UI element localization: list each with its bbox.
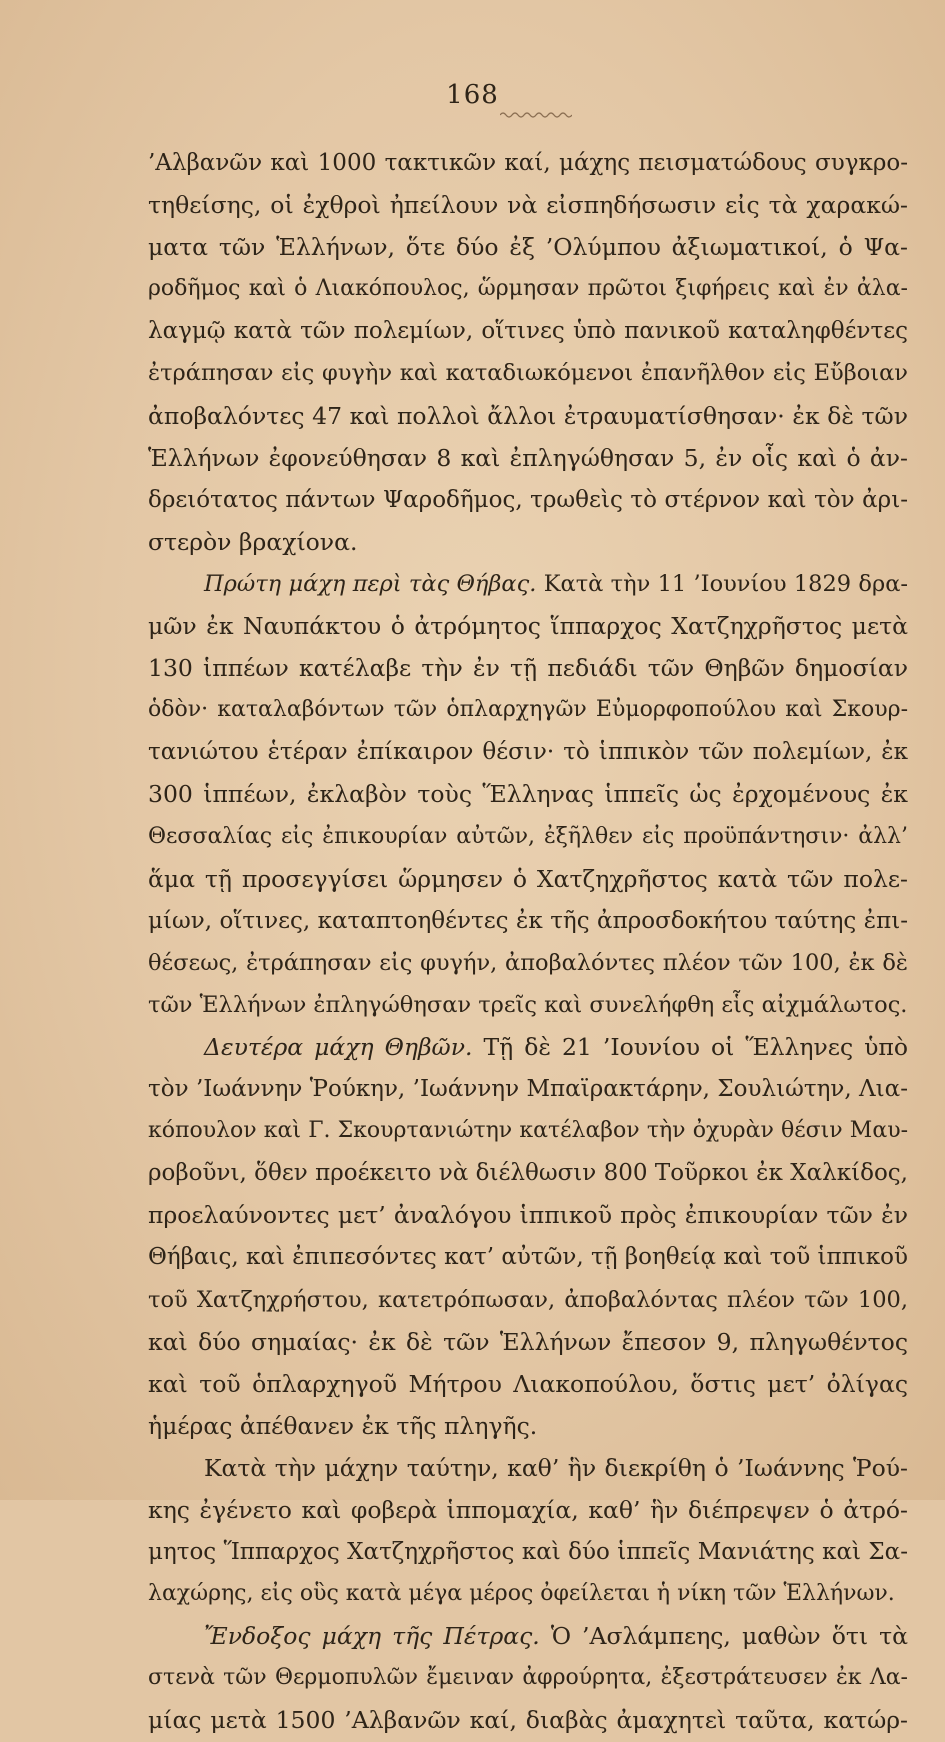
text-line: στενὰ τῶν Θερμοπυλῶν ἔμειναν ἀφρούρητα, ἐξεστράτευσεν ἐκ Λα-	[148, 1665, 908, 1691]
text-line: Κατὰ τὴν μάχην ταύτην, καθ’ ἣν διεκρίθη ὁ ’Ιωάννης Ῥού-	[204, 1453, 908, 1482]
section-heading-line: Ἔνδοξος μάχη τῆς Πέτρας. Ὁ ’Ασλάμπεης, μαθὼν ὅτι τὰ	[204, 1622, 908, 1651]
text-line: καὶ δύο σημαίας· ἐκ δὲ τῶν Ἑλλήνων ἔπεσον 9, πληγωθέντος	[148, 1327, 908, 1356]
section-heading: Ἔνδοξος μάχη τῆς Πέτρας.	[204, 1622, 540, 1651]
text-line: ματα τῶν Ἑλλήνων, ὅτε δύο ἐξ ’Ολύμπου ἀξιωματικοί, ὁ Ψα-	[148, 233, 908, 262]
text-line: τηθείσης, οἱ ἐχθροὶ ἠπείλουν νὰ εἰσπηδήσωσιν εἰς τὰ χαρακώ-	[148, 191, 908, 220]
text-line: Ἑλλήνων ἐφονεύθησαν 8 καὶ ἐπληγώθησαν 5, ἐν οἷς καὶ ὁ ἀν-	[148, 443, 908, 472]
wavy-ornament	[500, 110, 572, 120]
text-line: θέσεως, ἐτράπησαν εἰς φυγήν, ἀποβαλόντες πλέον τῶν 100, ἐκ δὲ	[148, 949, 908, 976]
section-heading-line: Πρώτη μάχη περὶ τὰς Θήβας. Κατὰ τὴν 11 ’Ιουνίου 1829 δρα-	[204, 570, 908, 597]
text-line: 300 ἱππέων, ἐκλαβὸν τοὺς Ἕλληνας ἱππεῖς ὡς ἐρχομένους ἐκ	[148, 780, 908, 809]
text-line: προελαύνοντες μετ’ ἀναλόγου ἱππικοῦ πρὸς ἐπικουρίαν τῶν ἐν	[148, 1201, 908, 1230]
text-line: τὸν ’Ιωάννην Ῥούκην, ’Ιωάννην Μπαϊρακτάρην, Σουλιώτην, Λια-	[148, 1076, 908, 1103]
text-line: κης ἐγένετο καὶ φοβερὰ ἱππομαχία, καθ’ ἣν διέπρεψεν ὁ ἀτρό-	[148, 1496, 908, 1524]
text-line: τανιώτου ἑτέραν ἐπίκαιρον θέσιν· τὸ ἱππικὸν τῶν πολεμίων, ἐκ	[148, 739, 908, 766]
text-line: ἐτράπησαν εἰς φυγὴν καὶ καταδιωκόμενοι ἐπανῆλθον εἰς Εὔβοιαν	[148, 360, 908, 387]
text-line: ροδῆμος καὶ ὁ Λιακόπουλος, ὥρμησαν πρῶτοι ξιφήρεις καὶ ἐν ἀλα-	[148, 276, 908, 302]
section-heading-line: Δευτέρα μάχη Θηβῶν. Τῇ δὲ 21 ’Ιουνίου οἱ Ἕλληνες ὑπὸ	[204, 1032, 908, 1061]
text-line: δρειότατος πάντων Ψαροδῆμος, τρωθεὶς τὸ στέρνον καὶ τὸν ἀρι-	[148, 486, 908, 513]
text-line: Θεσσαλίας εἰς ἐπικουρίαν αὐτῶν, ἐξῆλθεν εἰς προϋπάντησιν· ἀλλ’	[148, 823, 908, 849]
text-line: τῶν Ἑλλήνων ἐπληγώθησαν τρεῖς καὶ συνελήφθη εἷς αἰχμάλωτος.	[148, 991, 908, 1018]
body-text	[148, 142, 908, 1742]
text-line: ἀποβαλόντες 47 καὶ πολλοὶ ἄλλοι ἐτραυματίσθησαν· ἐκ δὲ τῶν	[148, 401, 908, 430]
text-line: λαγμῷ κατὰ τῶν πολεμίων, οἵτινες ὑπὸ πανικοῦ καταληφθέντες	[148, 318, 908, 345]
text-line: Θήβαις, καὶ ἐπιπεσόντες κατ’ αὐτῶν, τῇ βοηθείᾳ καὶ τοῦ ἱππικοῦ	[148, 1244, 908, 1271]
text-line: ἡμέρας ἀπέθανεν ἐκ τῆς πληγῆς.	[148, 1411, 538, 1440]
text-line: καὶ τοῦ ὁπλαρχηγοῦ Μήτρου Λιακοπούλου, ὅστις μετ’ ὀλίγας	[148, 1369, 908, 1398]
text-line: μίων, οἵτινες, καταπτοηθέντες ἐκ τῆς ἀπροσδοκήτου ταύτης ἐπι-	[148, 907, 908, 934]
text-line: ἅμα τῇ προσεγγίσει ὥρμησεν ὁ Χατζηχρῆστος κατὰ τῶν πολε-	[148, 864, 908, 893]
text-line: 130 ἱππέων κατέλαβε τὴν ἐν τῇ πεδιάδι τῶν Θηβῶν δημοσίαν	[148, 654, 908, 683]
section-heading: Δευτέρα μάχη Θηβῶν.	[204, 1032, 473, 1061]
page-number: 168	[446, 80, 499, 110]
text-line: μίας μετὰ 1500 ’Αλβανῶν καί, διαβὰς ἀμαχητεὶ ταῦτα, κατώρ-	[148, 1706, 908, 1735]
text-line: ροβοῦνι, ὅθεν προέκειτο νὰ διέλθωσιν 800 Τοῦρκοι ἐκ Χαλκίδος,	[148, 1160, 908, 1187]
text-line: ’Αλβανῶν καὶ 1000 τακτικῶν καί, μάχης πεισματώδους συγκρο-	[148, 150, 908, 176]
text-line: μητος Ἵππαρχος Χατζηχρῆστος καὶ δύο ἱππεῖς Μανιάτης καὶ Σα-	[148, 1539, 908, 1566]
text-line: κόπουλον καὶ Γ. Σκουρτανιώτην κατέλαβον τὴν ὀχυρὰν θέσιν Μαυ-	[148, 1118, 908, 1144]
text-line: λαχώρης, εἰς οὓς κατὰ μέγα μέρος ὀφείλεται ἡ νίκη τῶν Ἑλλήνων.	[148, 1581, 895, 1607]
section-heading: Πρώτη μάχη περὶ τὰς Θήβας.	[204, 570, 537, 597]
text-line: μῶν ἐκ Ναυπάκτου ὁ ἀτρόμητος ἵππαρχος Χατζηχρῆστος μετὰ	[148, 612, 908, 641]
text-line: στερὸν βραχίονα.	[148, 527, 358, 556]
text-line: τοῦ Χατζηχρήστου, κατετρόπωσαν, ἀποβαλόντας πλέον τῶν 100,	[148, 1286, 908, 1313]
text-line: ὁδὸν· καταλαβόντων τῶν ὁπλαρχηγῶν Εὐμορφοπούλου καὶ Σκουρ-	[148, 697, 908, 723]
